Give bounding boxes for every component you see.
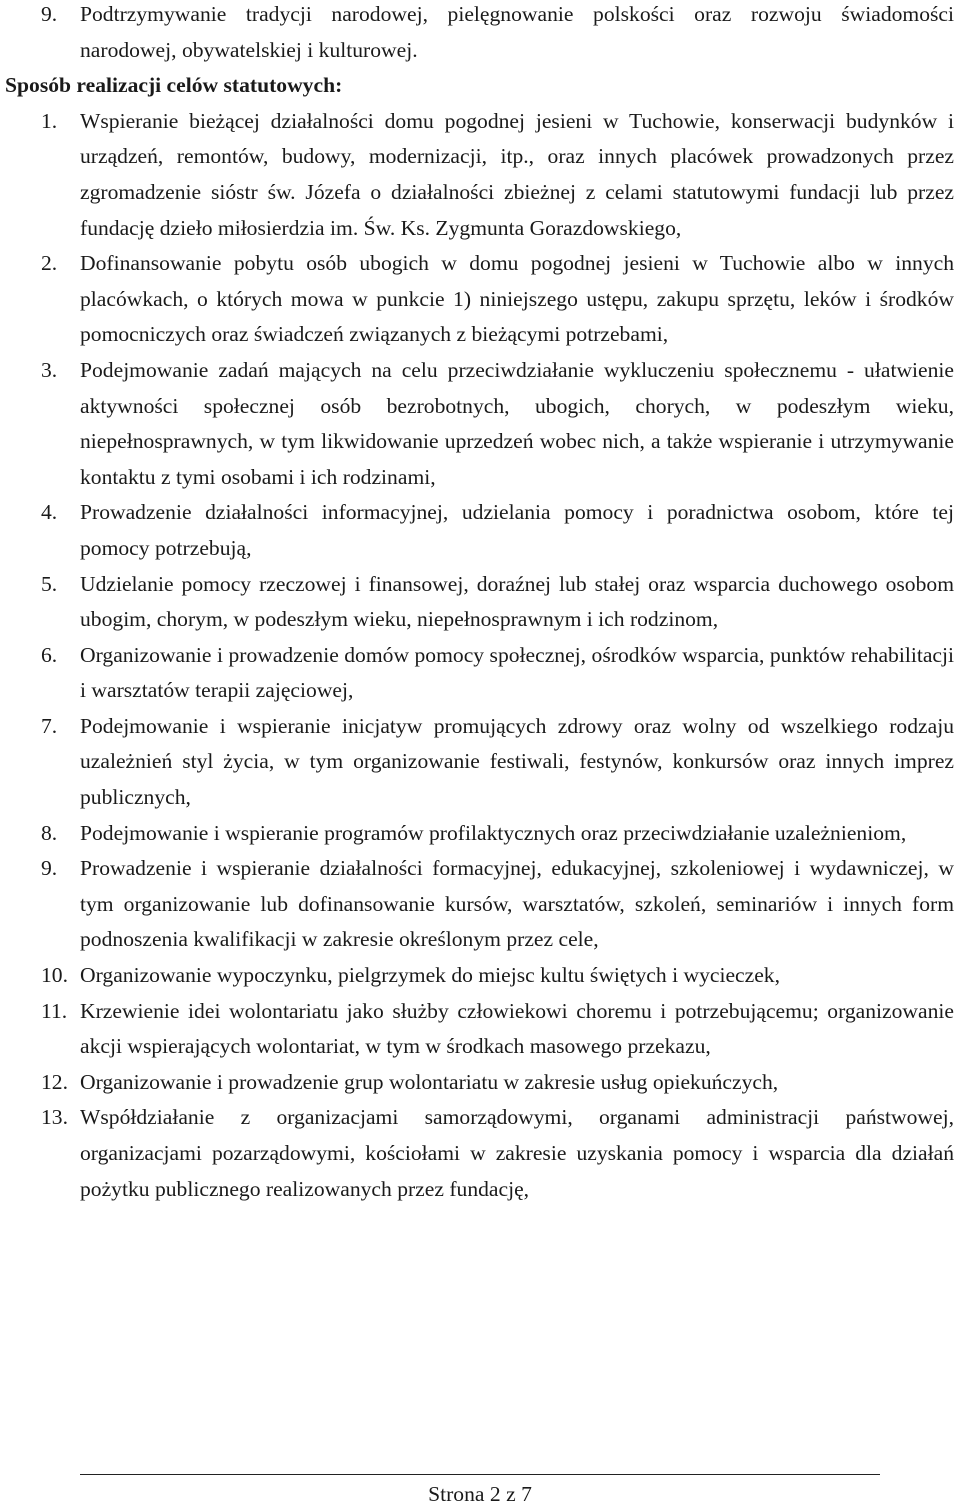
list-item-text: Podejmowanie zadań mających na celu przeciwdziałanie wykluczeniu społecznemu - ułatwienie aktywności społecznej osób bezrobotnych, ubogich, chorych, w podeszłym wieku, niepełnosprawnych, w tym likwidowanie uprzedzeń wobec nich, a także wspieranie i utrzymywanie kontaktu z tymi osobami i ich rodzinami, [80,357,954,489]
list-item-text: Organizowanie i prowadzenie grup wolontariatu w zakresie usług opiekuńczych, [80,1069,779,1094]
list-item-number: 6. [41,642,58,667]
list-item-text: Prowadzenie i wspieranie działalności formacyjnej, edukacyjnej, szkoleniowej i wydawniczej, w tym organizowanie lub dofinansowanie kursów, warsztatów, szkoleń, seminariów i innych form podnoszenia kwalifikacji w zakresie określonym przez cele, [80,856,954,952]
list-item-text: Podtrzymywanie tradycji narodowej, pielęgnowanie polskości oraz rozwoju świadomości narodowej, obywatelskiej i kulturowej. [80,2,954,62]
list-item [0,709,960,816]
section-heading: Sposób realizacji celów statutowych: [5,73,343,98]
list-item-number: 11. [41,998,68,1023]
list-item-number: 7. [41,713,58,738]
list-item [0,816,960,852]
list-item-text: Wspieranie bieżącej działalności domu pogodnej jesieni w Tuchowie, konserwacji budynków i urządzeń, remontów, budowy, modernizacji, itp., oraz innych placówek prowadzonych przez zgromadzenie sióstr św. Józefa o działalności zbieżnej z celami statutowymi fundacji lub przez fundację dzieło miłosierdzia im. Św. Ks. Zygmunta Gorazdowskiego, [80,108,954,240]
list-item-number: 10. [41,963,68,988]
list-item-text: Krzewienie idei wolontariatu jako służby człowiekowi choremu i potrzebującemu; organizowanie akcji wspierających wolontariat, w tym w środkach masowego przekazu, [80,998,954,1059]
list-item-text: Organizowanie wypoczynku, pielgrzymek do miejsc kultu świętych i wycieczek, [80,963,780,988]
list-item [0,851,960,958]
list-item-number: 13. [41,1105,68,1130]
list-item-text: Dofinansowanie pobytu osób ubogich w domu pogodnej jesieni w Tuchowie albo w innych placówkach, o których mowa w punkcie 1) niniejszego ustępu, zakupu sprzętu, leków i środków pomocniczych oraz świadczeń związanych z bieżącymi potrzebami, [80,251,954,347]
list-item-text: Udzielanie pomocy rzeczowej i finansowej, doraźnej lub stałej oraz wsparcia duchowego osobom ubogim, chorym, w podeszłym wieku, niepełnosprawnym i ich rodzinom, [80,571,954,632]
intro-list-item [0,0,960,68]
numbered-list [0,104,960,1207]
list-item [0,638,960,709]
page-number-footer: Strona 2 z 7 [428,1482,532,1506]
list-item [0,495,960,566]
list-item-number: 8. [41,820,58,845]
list-item-text: Organizowanie i prowadzenie domów pomocy społecznej, ośrodków wsparcia, punktów rehabilitacji i warsztatów terapii zajęciowej, [80,642,954,703]
list-item-text: Podejmowanie i wspieranie inicjatyw promujących zdrowy oraz wolny od wszelkiego rodzaju uzależnień styl życia, w tym organizowanie festiwali, festynów, konkursów oraz innych imprez publicznych, [80,713,954,810]
list-item [0,104,960,246]
footer-divider [80,1474,880,1475]
list-item [0,958,960,994]
list-item [0,567,960,638]
list-item-text: Współdziałanie z organizacjami samorządowymi, organami administracji państwowej, organizacjami pozarządowymi, kościołami w zakresie uzyskania pomocy i wsparcia dla działań pożytku publicznego realizowanych przez fundację, [80,1105,954,1201]
list-item [0,353,960,495]
list-item [0,1065,960,1101]
list-item-text: Podejmowanie i wspieranie programów profilaktycznych oraz przeciwdziałanie uzależnieniom, [80,820,907,845]
list-item [0,1100,960,1207]
list-item-text: Prowadzenie działalności informacyjnej, udzielania pomocy i poradnictwa osobom, które tej pomocy potrzebują, [80,500,954,560]
list-item-number: 9. [41,2,58,26]
list-item-number: 9. [41,856,58,881]
list-item-number: 1. [41,108,58,133]
list-item-number: 4. [41,500,58,525]
list-item-number: 2. [41,251,58,276]
list-item-number: 12. [41,1069,68,1094]
list-item [0,994,960,1065]
list-item-number: 3. [41,357,58,382]
list-item-number: 5. [41,571,58,596]
list-item [0,246,960,353]
